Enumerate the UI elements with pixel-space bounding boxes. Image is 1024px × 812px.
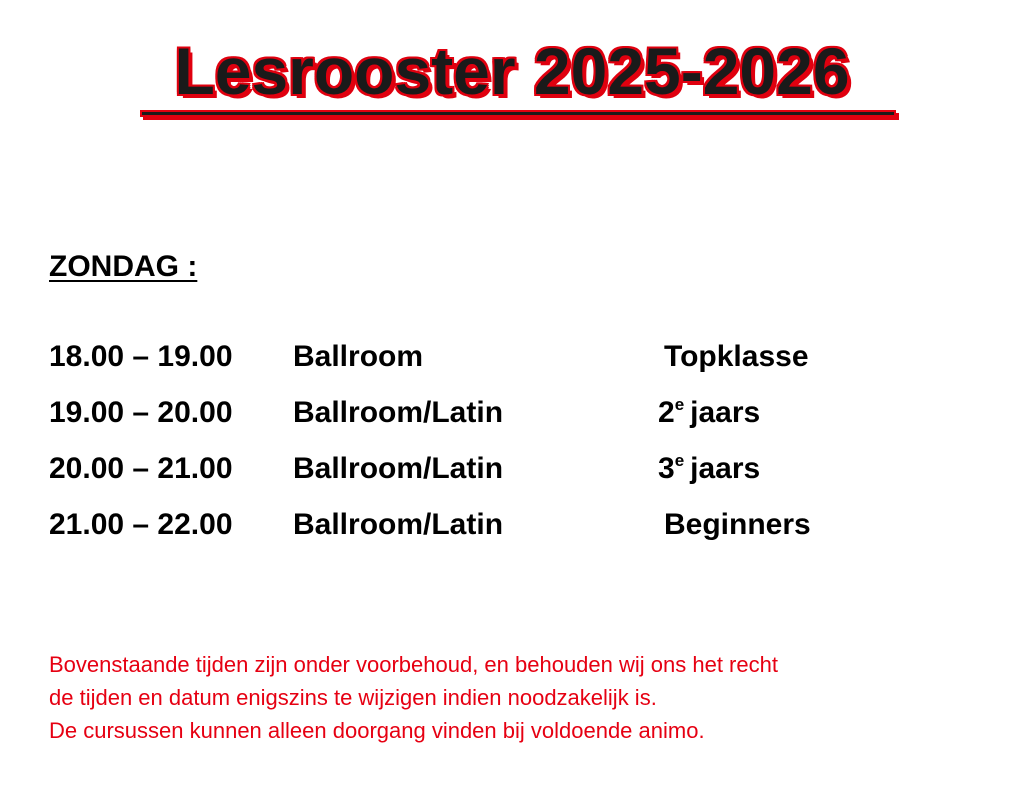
row-style: Ballroom — [293, 340, 424, 373]
schedule-row — [49, 340, 949, 380]
title-underline — [142, 112, 894, 115]
row-style: Ballroom/Latin — [293, 452, 504, 485]
notice-line: de tijden en datum enigszins te wijzigen indien noodzakelijk is. — [49, 685, 657, 710]
page-title: Lesrooster 2025-2026 — [174, 34, 850, 108]
disclaimer-notice — [49, 648, 778, 747]
row-level — [658, 508, 811, 542]
level-text: jaars — [690, 452, 761, 485]
level-text: Beginners — [664, 508, 811, 541]
level-number: 3 — [658, 452, 675, 485]
schedule-row — [49, 396, 949, 436]
row-style: Ballroom/Latin — [293, 396, 504, 429]
level-superscript: e — [674, 395, 685, 414]
row-time: 21.00 – 22.00 — [49, 508, 233, 541]
row-level — [658, 340, 809, 374]
row-level — [658, 452, 760, 486]
notice-line: Bovenstaande tijden zijn onder voorbehoud, en behouden wij ons het recht — [49, 652, 778, 677]
row-style: Ballroom/Latin — [293, 508, 504, 541]
notice-line: De cursussen kunnen alleen doorgang vinden bij voldoende animo. — [49, 718, 705, 743]
schedule-row — [49, 452, 949, 492]
row-time: 20.00 – 21.00 — [49, 452, 233, 485]
row-time: 19.00 – 20.00 — [49, 396, 233, 429]
row-level — [658, 396, 760, 430]
row-time: 18.00 – 19.00 — [49, 340, 233, 373]
schedule-row — [49, 508, 949, 548]
level-superscript: e — [674, 451, 685, 470]
level-number: 2 — [658, 396, 675, 429]
level-text: jaars — [690, 396, 761, 429]
level-text: Topklasse — [664, 340, 809, 373]
day-heading: ZONDAG : — [49, 250, 198, 283]
